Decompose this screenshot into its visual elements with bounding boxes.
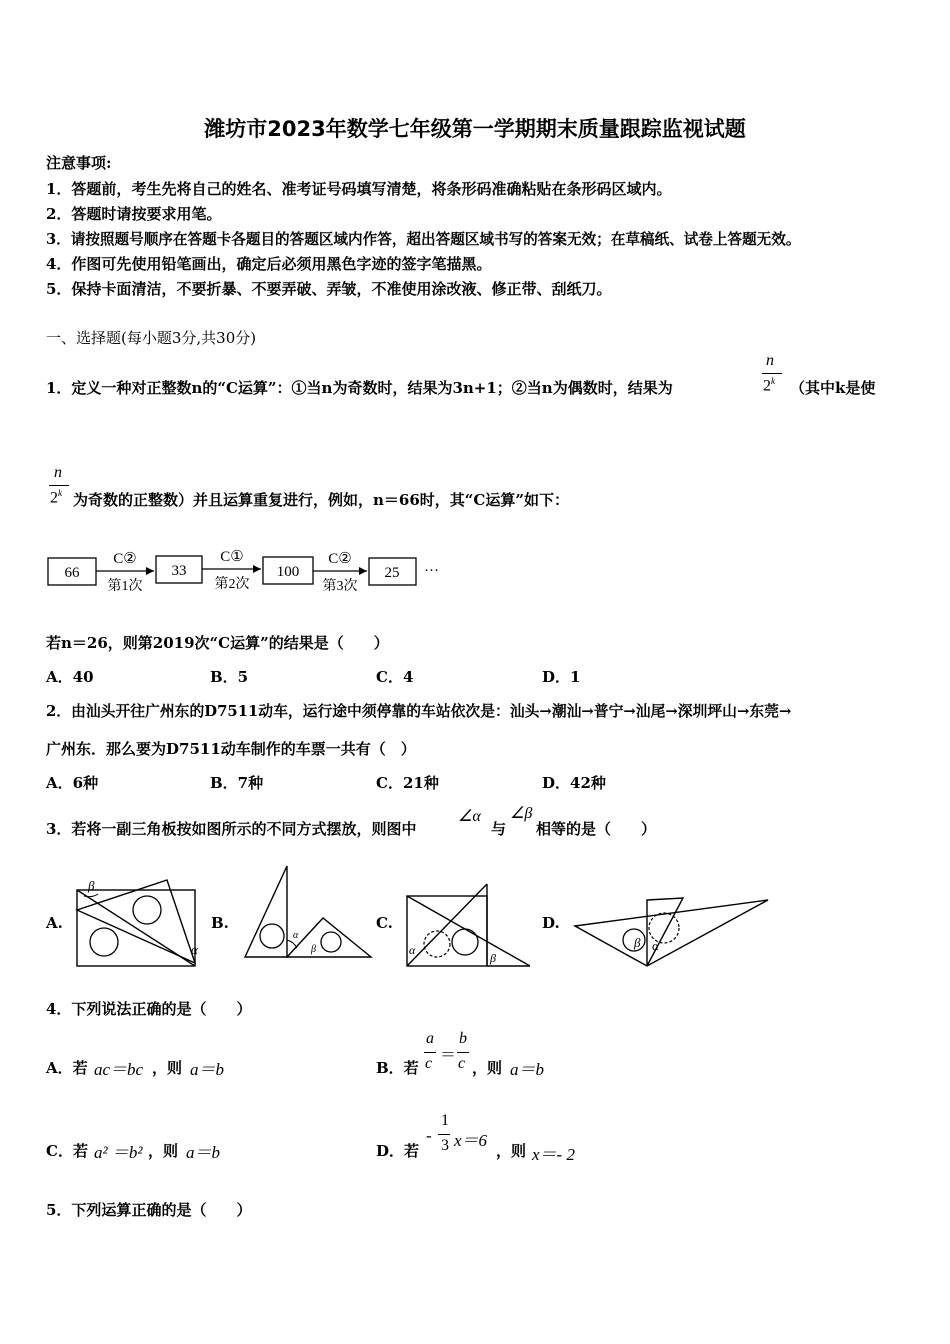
q1-option-c[interactable]: C．4 [376, 668, 414, 686]
flow-box-value: 25 [384, 565, 400, 581]
q1-line2: 为奇数的正整数）并且运算重复进行，例如，n＝66时，其“C运算”如下： [73, 491, 569, 509]
alpha-label: α [191, 942, 198, 957]
q3-figure-b [240, 862, 380, 962]
q2-option-b[interactable]: B．7种 [210, 774, 264, 792]
q3-figure-c [400, 874, 540, 970]
q3-figure-a [70, 870, 210, 970]
q3-label-a[interactable]: A. [46, 914, 63, 932]
q3-angle-beta: ∠β [510, 805, 533, 822]
q3-label-b[interactable]: B. [211, 914, 229, 932]
flow-step: 第2次 [214, 577, 250, 592]
flow-step: 第3次 [322, 579, 358, 594]
q2-option-c[interactable]: C．21种 [376, 774, 439, 792]
flow-box-value: 33 [171, 563, 187, 579]
q5-question: 5．下列运算正确的是（ ） [46, 1201, 252, 1219]
q3-label-d[interactable]: D. [542, 914, 560, 932]
q2-line1: 2．由汕头开往广州东的D7511动车，运行途中须停靠的车站依次是：汕头→潮汕→普宁→汕尾→深圳坪山→东莞→ [46, 703, 792, 720]
q3-text-mid: 与 [491, 820, 507, 838]
q2-option-a[interactable]: A．6种 [46, 774, 99, 792]
q4-question: 4．下列说法正确的是（ ） [46, 1000, 252, 1018]
beta-label: β [490, 951, 496, 965]
flow-box-value: 66 [64, 565, 80, 581]
q3-text-a: 3．若将一副三角板按如图所示的不同方式摆放，则图中 [46, 820, 417, 838]
flow-ellipsis: ··· [424, 563, 439, 579]
flow-step: 第1次 [107, 579, 143, 594]
q2-option-d[interactable]: D．42种 [542, 774, 606, 792]
flow-arrowhead [146, 567, 154, 575]
q1-line1: 1．定义一种对正整数n的“C运算”：①当n为奇数时，结果为3n+1；②当n为偶数时，结果为 [46, 379, 673, 397]
q2-line2: 广州东．那么要为D7511动车制作的车票一共有（ ） [46, 740, 416, 758]
flow-op: C① [220, 549, 244, 565]
flow-op: C② [113, 551, 137, 567]
q3-figure-d [570, 890, 775, 970]
q3-text-b: 相等的是（ ） [536, 820, 657, 838]
q3-label-c[interactable]: C. [376, 914, 393, 932]
q1-flow-diagram [40, 540, 460, 605]
q1-option-d[interactable]: D．1 [542, 668, 581, 686]
beta-label: β [311, 944, 316, 955]
flow-box-value: 100 [276, 564, 300, 580]
beta-label: β [634, 935, 641, 950]
flow-arrowhead [359, 567, 367, 575]
notice-item: 5．保持卡面清洁，不要折暴、不要弄破、弄皱，不准使用涂改液、修正带、刮纸刀。 [46, 280, 612, 298]
beta-label: β [88, 878, 95, 893]
notice-item: 4．作图可先使用铅笔画出，确定后必须用黑色字迹的签字笔描黑。 [46, 255, 492, 273]
notice-item: 3．请按照题号顺序在答题卡各题目的答题区域内作答，超出答题区域书写的答案无效；在草稿纸、试卷上答题无效。 [46, 231, 801, 248]
q1-option-a[interactable]: A．40 [46, 668, 94, 686]
q1-line1-tail: （其中k是使 [790, 379, 876, 397]
flow-arrowhead [253, 565, 261, 573]
q1-option-b[interactable]: B．5 [210, 668, 249, 686]
q3-angle-alpha: ∠α [458, 808, 481, 825]
alpha-label: α [652, 938, 659, 953]
section-heading: 一、选择题(每小题3分,共30分) [46, 329, 257, 347]
notice-item: 1．答题前，考生先将自己的姓名、准考证号码填写清楚，将条形码准确粘贴在条形码区域内。 [46, 180, 672, 198]
alpha-label: α [293, 930, 299, 941]
q1-question: 若n＝26，则第2019次“C运算”的结果是（ ） [46, 634, 389, 652]
notice-heading: 注意事项: [46, 154, 112, 172]
notice-item: 2．答题时请按要求用笔。 [46, 205, 222, 223]
page-title: 潍坊市2023年数学七年级第一学期期末质量跟踪监视试题 [204, 117, 746, 141]
alpha-label: α [409, 943, 416, 957]
flow-op: C② [328, 551, 352, 567]
